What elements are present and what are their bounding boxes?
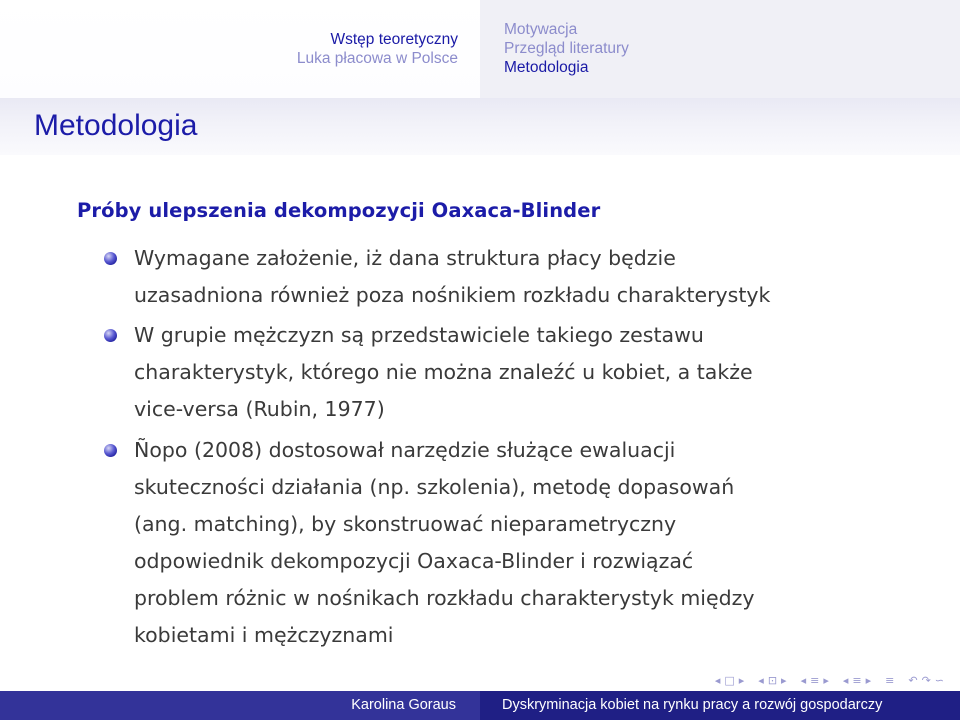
bullet-line: W grupie mężczyzn są przedstawiciele takiego zestawu [134,323,704,347]
footline [0,691,960,720]
nav-section-wstep[interactable]: Wstęp teoretyczny [330,31,458,48]
bullet-item [134,317,944,428]
bullet-ball-icon [104,329,117,342]
nav-prev-subsection-icon[interactable]: ◂ [800,673,807,687]
nav-subsection-icon[interactable]: ≡ [810,673,820,687]
headline-bar [0,0,960,98]
block-title: Próby ulepszenia dekompozycji Oaxaca-Blinder [77,199,601,222]
nav-prev-frame-icon[interactable]: ◂ [714,673,721,687]
nav-search-icon[interactable]: ∽ [934,673,944,687]
footer-title-box [480,691,960,720]
bullet-line: vice-versa (Rubin, 1977) [134,397,385,421]
bullet-line: charakterystyk, którego nie można znaleźć u kobiet, a także [134,360,753,384]
nav-section-icon[interactable]: ≡ [852,673,862,687]
bullet-line: (ang. matching), by skonstruować nieparametryczny [134,512,677,536]
bullet-line: problem różnic w nośnikach rozkładu charakterystyk między [134,586,755,610]
nav-subsection-metodologia[interactable]: Metodologia [504,59,589,76]
bullet-ball-icon [104,444,117,457]
bullet-line: uzasadniona również poza nośnikiem rozkładu charakterystyk [134,283,771,307]
bullet-line: Ñopo (2008) dostosował narzędzie służące ewaluacji [134,438,676,462]
footer-author: Karolina Goraus [351,697,456,713]
footer-author-box [0,691,480,720]
nav-slide-icon[interactable]: ⊡ [767,673,778,687]
nav-next-subsection-icon[interactable]: ▸ [823,673,829,687]
frame-title: Metodologia [34,109,198,142]
bullet-item [134,432,944,654]
section-nav [297,30,458,68]
nav-back-icon[interactable]: ↶ [908,673,918,687]
beamer-navigation-symbols [713,670,946,690]
nav-forward-icon[interactable]: ↷ [921,673,931,687]
headline-sections [0,0,480,98]
nav-subsection-przeglad[interactable]: Przegląd literatury [504,40,629,57]
headline-subsections [480,0,960,98]
subsection-nav [504,20,629,77]
nav-prev-slide-icon[interactable]: ◂ [758,673,764,687]
bullet-line: Wymagane założenie, iż dana struktura płacy będzie [134,246,676,270]
nav-next-slide-icon[interactable]: ▸ [781,673,787,687]
bullet-item [134,240,944,314]
nav-section-luka[interactable]: Luka płacowa w Polsce [296,50,458,67]
nav-next-section-icon[interactable]: ▸ [865,673,872,687]
nav-frame-icon[interactable]: □ [724,673,735,687]
bullet-line: odpowiednik dekompozycji Oaxaca-Blinder i rozwiązać [134,549,694,573]
nav-next-frame-icon[interactable]: ▸ [738,673,745,687]
nav-document-icon[interactable]: ≡ [885,673,895,687]
nav-subsection-motywacja[interactable]: Motywacja [504,21,578,38]
bullet-ball-icon [104,252,117,265]
nav-prev-section-icon[interactable]: ◂ [842,673,849,687]
bullet-line: kobietami i mężczyznami [134,623,394,647]
bullet-line: skuteczności działania (np. szkolenia), metodę dopasowań [134,475,735,499]
footer-title: Dyskryminacja kobiet na rynku pracy a rozwój gospodarczy [502,697,883,713]
